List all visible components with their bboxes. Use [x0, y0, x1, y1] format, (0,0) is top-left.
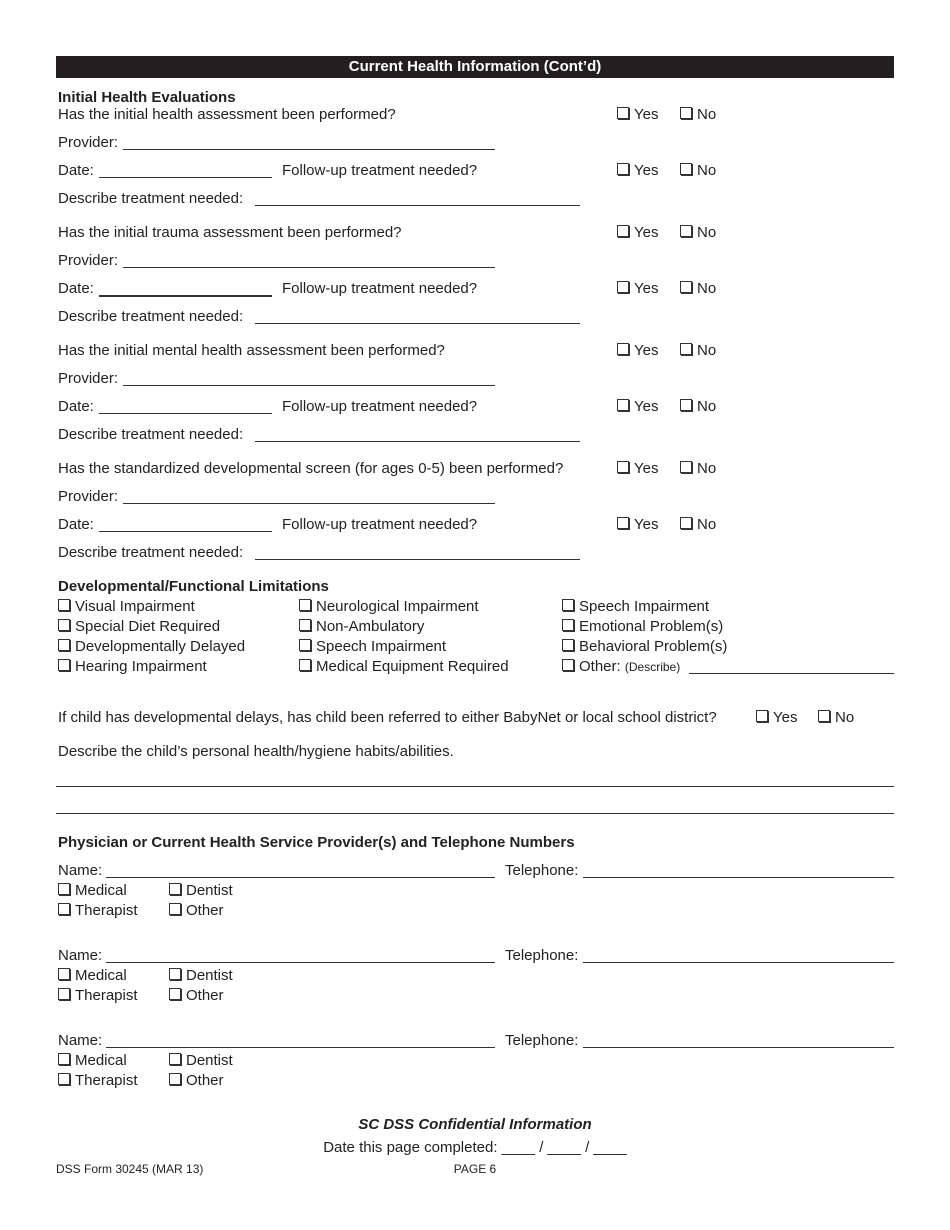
checkbox-icon [562, 659, 574, 671]
followup-label: Follow-up treatment needed? [282, 280, 478, 297]
provider-name-field[interactable] [106, 1047, 495, 1048]
other-limitation-checkbox[interactable]: Other: (Describe) [562, 658, 680, 676]
checkbox-icon [299, 639, 311, 651]
date-label: Date: [58, 398, 94, 415]
visual-impairment-checkbox[interactable]: Visual Impairment [58, 598, 195, 616]
date-completed-field[interactable]: Date this page completed: ____ / ____ / ____ [323, 1139, 627, 1156]
therapist-checkbox[interactable]: Therapist [58, 1072, 138, 1090]
other-checkbox[interactable]: Other [169, 902, 224, 920]
dentist-checkbox[interactable]: Dentist [169, 1052, 233, 1070]
developmentally-delayed-checkbox[interactable]: Developmentally Delayed [58, 638, 245, 656]
q-health-assessment: Has the initial health assessment been performed? [58, 106, 396, 123]
health-assessment-no-checkbox[interactable]: No [680, 106, 716, 124]
describe-label: Describe treatment needed: [58, 308, 244, 325]
provider-field[interactable] [123, 503, 495, 504]
checkbox-icon [299, 619, 311, 631]
other-checkbox[interactable]: Other [169, 1072, 224, 1090]
neurological-impairment-checkbox[interactable]: Neurological Impairment [299, 598, 479, 616]
checkbox-icon [562, 639, 574, 651]
speech-impairment-checkbox[interactable]: Speech Impairment [299, 638, 446, 656]
checkbox-icon [617, 281, 629, 293]
checkbox-icon [58, 988, 70, 1000]
describe-field[interactable] [255, 559, 580, 560]
checkbox-icon [58, 639, 70, 651]
checkbox-icon [680, 225, 692, 237]
provider-label: Provider: [58, 488, 119, 505]
checkbox-icon [680, 281, 692, 293]
checkbox-icon [617, 225, 629, 237]
referral-question: If child has developmental delays, has child been referred to either BabyNet or local school district? [58, 709, 717, 726]
providers-heading: Physician or Current Health Service Provider(s) and Telephone Numbers [58, 834, 575, 851]
followup-label: Follow-up treatment needed? [282, 398, 478, 415]
date-label: Date: [58, 516, 94, 533]
date-field[interactable] [99, 177, 272, 178]
checkbox-icon [617, 343, 629, 355]
followup-yes-checkbox[interactable]: Yes [617, 516, 658, 534]
checkbox-icon [58, 883, 70, 895]
checkbox-icon [299, 599, 311, 611]
referral-yes-checkbox[interactable]: Yes [756, 709, 797, 727]
behavioral-problems-checkbox[interactable]: Behavioral Problem(s) [562, 638, 727, 656]
checkbox-icon [617, 107, 629, 119]
checkbox-icon [169, 883, 181, 895]
provider-field[interactable] [123, 385, 495, 386]
dev-screen-no-checkbox[interactable]: No [680, 460, 716, 478]
form-id: DSS Form 30245 (MAR 13) [56, 1162, 204, 1176]
q-trauma-assessment: Has the initial trauma assessment been performed? [58, 224, 402, 241]
provider-label: Provider: [58, 370, 119, 387]
hygiene-field-line-1[interactable] [56, 786, 894, 787]
checkbox-icon [58, 903, 70, 915]
followup-yes-checkbox[interactable]: Yes [617, 398, 658, 416]
hygiene-prompt: Describe the child’s personal health/hygiene habits/abilities. [58, 743, 454, 760]
provider-name-field[interactable] [106, 962, 495, 963]
confidential-label: SC DSS Confidential Information [358, 1116, 592, 1133]
checkbox-icon [58, 599, 70, 611]
mental-health-no-checkbox[interactable]: No [680, 342, 716, 360]
medical-checkbox[interactable]: Medical [58, 1052, 127, 1070]
checkbox-icon [680, 399, 692, 411]
describe-field[interactable] [255, 441, 580, 442]
medical-checkbox[interactable]: Medical [58, 967, 127, 985]
therapist-checkbox[interactable]: Therapist [58, 987, 138, 1005]
referral-no-checkbox[interactable]: No [818, 709, 854, 727]
describe-label: Describe treatment needed: [58, 426, 244, 443]
provider-telephone-field[interactable] [583, 962, 894, 963]
followup-label: Follow-up treatment needed? [282, 162, 478, 179]
special-diet-checkbox[interactable]: Special Diet Required [58, 618, 220, 636]
health-assessment-yes-checkbox[interactable]: Yes [617, 106, 658, 124]
followup-no-checkbox[interactable]: No [680, 162, 716, 180]
other-checkbox[interactable]: Other [169, 987, 224, 1005]
q-mental-health-assessment: Has the initial mental health assessment been performed? [58, 342, 445, 359]
checkbox-icon [562, 599, 574, 611]
telephone-label: Telephone: [505, 947, 579, 964]
checkbox-icon [58, 659, 70, 671]
telephone-label: Telephone: [505, 1032, 579, 1049]
checkbox-icon [680, 343, 692, 355]
section-header: Current Health Information (Cont’d) [56, 56, 894, 78]
checkbox-icon [58, 619, 70, 631]
speech-impairment-2-checkbox[interactable]: Speech Impairment [562, 598, 709, 616]
checkbox-icon [680, 517, 692, 529]
describe-label: Describe treatment needed: [58, 544, 244, 561]
name-label: Name: [58, 947, 103, 964]
checkbox-icon [680, 461, 692, 473]
followup-no-checkbox[interactable]: No [680, 280, 716, 298]
limitations-heading: Developmental/Functional Limitations [58, 578, 329, 595]
followup-yes-checkbox[interactable]: Yes [617, 280, 658, 298]
dev-screen-yes-checkbox[interactable]: Yes [617, 460, 658, 478]
provider-telephone-field[interactable] [583, 877, 894, 878]
checkbox-icon [169, 968, 181, 980]
date-label: Date: [58, 280, 94, 297]
trauma-assessment-yes-checkbox[interactable]: Yes [617, 224, 658, 242]
hearing-impairment-checkbox[interactable]: Hearing Impairment [58, 658, 207, 676]
checkbox-icon [58, 968, 70, 980]
initial-evaluations-heading: Initial Health Evaluations [58, 89, 236, 106]
checkbox-icon [617, 399, 629, 411]
hygiene-field-line-2[interactable] [56, 813, 894, 814]
name-label: Name: [58, 1032, 103, 1049]
checkbox-icon [169, 988, 181, 1000]
followup-yes-checkbox[interactable]: Yes [617, 162, 658, 180]
date-field[interactable] [99, 413, 272, 414]
checkbox-icon [617, 461, 629, 473]
trauma-assessment-no-checkbox[interactable]: No [680, 224, 716, 242]
therapist-checkbox[interactable]: Therapist [58, 902, 138, 920]
provider-field[interactable] [123, 149, 495, 150]
checkbox-icon [617, 163, 629, 175]
telephone-label: Telephone: [505, 862, 579, 879]
describe-label: Describe treatment needed: [58, 190, 244, 207]
provider-label: Provider: [58, 252, 119, 269]
checkbox-icon [169, 1053, 181, 1065]
checkbox-icon [169, 903, 181, 915]
checkbox-icon [680, 163, 692, 175]
mental-health-yes-checkbox[interactable]: Yes [617, 342, 658, 360]
dentist-checkbox[interactable]: Dentist [169, 882, 233, 900]
checkbox-icon [680, 107, 692, 119]
date-field[interactable] [99, 531, 272, 532]
medical-checkbox[interactable]: Medical [58, 882, 127, 900]
provider-field[interactable] [123, 267, 495, 268]
describe-field[interactable] [255, 323, 580, 324]
followup-no-checkbox[interactable]: No [680, 398, 716, 416]
followup-no-checkbox[interactable]: No [680, 516, 716, 534]
non-ambulatory-checkbox[interactable]: Non-Ambulatory [299, 618, 424, 636]
checkbox-icon [169, 1073, 181, 1085]
checkbox-icon [58, 1053, 70, 1065]
emotional-problems-checkbox[interactable]: Emotional Problem(s) [562, 618, 723, 636]
followup-label: Follow-up treatment needed? [282, 516, 478, 533]
q-developmental-screen: Has the standardized developmental screen (for ages 0-5) been performed? [58, 460, 564, 477]
checkbox-icon [756, 710, 768, 722]
name-label: Name: [58, 862, 103, 879]
provider-name-field[interactable] [106, 877, 495, 878]
checkbox-icon [818, 710, 830, 722]
other-describe-field[interactable] [689, 673, 894, 674]
medical-equipment-checkbox[interactable]: Medical Equipment Required [299, 658, 509, 676]
checkbox-icon [617, 517, 629, 529]
other-describe-hint: (Describe) [624, 660, 681, 674]
date-label: Date: [58, 162, 94, 179]
page-number: PAGE 6 [453, 1162, 497, 1176]
dentist-checkbox[interactable]: Dentist [169, 967, 233, 985]
checkbox-icon [299, 659, 311, 671]
provider-label: Provider: [58, 134, 119, 151]
date-field[interactable] [99, 295, 272, 297]
describe-field[interactable] [255, 205, 580, 206]
provider-telephone-field[interactable] [583, 1047, 894, 1048]
checkbox-icon [562, 619, 574, 631]
checkbox-icon [58, 1073, 70, 1085]
